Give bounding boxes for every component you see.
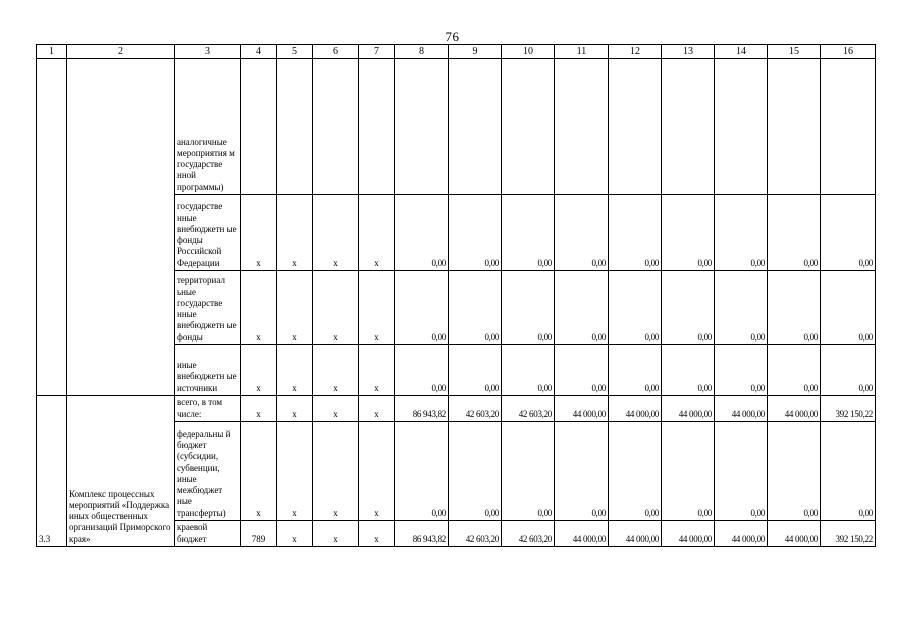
table-cell: 0,00 [768, 271, 821, 345]
table-cell: 0,00 [555, 345, 609, 396]
funding-source: краевой бюджет [175, 521, 241, 547]
table-cell: 86 943,82 [395, 396, 449, 422]
table-cell: 0,00 [449, 345, 502, 396]
column-header: 14 [715, 45, 768, 59]
table-cell: 44 000,00 [715, 521, 768, 547]
table-cell: 42 603,20 [449, 521, 502, 547]
table-cell: 0,00 [821, 345, 876, 396]
table-cell: 0,00 [768, 345, 821, 396]
table-cell: 0,00 [555, 195, 609, 271]
column-header: 10 [502, 45, 555, 59]
table-cell: x [241, 396, 277, 422]
funding-source: федеральны й бюджет (субсидии, субвенции, иные межбюджет ные трансферты) [175, 422, 241, 521]
table-cell: x [359, 396, 395, 422]
table-cell: 0,00 [821, 271, 876, 345]
column-header: 6 [313, 45, 359, 59]
table-cell: 0,00 [768, 195, 821, 271]
table-row [37, 396, 876, 422]
table-cell: 44 000,00 [662, 396, 715, 422]
table-cell: 0,00 [555, 422, 609, 521]
table-cell: x [277, 422, 313, 521]
item-code: 3.3 [37, 396, 67, 547]
table-cell: 0,00 [449, 271, 502, 345]
table-cell: x [277, 521, 313, 547]
table-cell: 0,00 [502, 345, 555, 396]
table-cell: x [277, 345, 313, 396]
table-cell: 0,00 [502, 422, 555, 521]
table-cell: 0,00 [662, 271, 715, 345]
table-cell: x [359, 345, 395, 396]
page-number: 76 [445, 29, 460, 44]
table-cell: 0,00 [821, 195, 876, 271]
table-cell: x [359, 422, 395, 521]
table-cell: 44 000,00 [555, 521, 609, 547]
table-cell: x [359, 195, 395, 271]
table-cell: 789 [241, 521, 277, 547]
table-cell: x [313, 345, 359, 396]
table-cell: 0,00 [662, 345, 715, 396]
column-header: 16 [821, 45, 876, 59]
table-cell: x [241, 345, 277, 396]
table-cell: 44 000,00 [609, 521, 662, 547]
column-header: 8 [395, 45, 449, 59]
table-cell: 44 000,00 [609, 396, 662, 422]
table-cell: 44 000,00 [768, 396, 821, 422]
table-cell: 0,00 [715, 195, 768, 271]
table-cell: 0,00 [715, 422, 768, 521]
table-cell: x [313, 521, 359, 547]
table-cell: 0,00 [609, 345, 662, 396]
table-cell: 0,00 [609, 195, 662, 271]
table-cell: x [277, 396, 313, 422]
table-cell: 86 943,82 [395, 521, 449, 547]
name-cell [67, 59, 175, 396]
column-header: 4 [241, 45, 277, 59]
table-cell: x [313, 195, 359, 271]
table-cell: x [241, 195, 277, 271]
column-header: 13 [662, 45, 715, 59]
table-cell: 0,00 [768, 422, 821, 521]
table-cell: 0,00 [502, 271, 555, 345]
column-header: 5 [277, 45, 313, 59]
column-header: 2 [67, 45, 175, 59]
funding-source: аналогичные мероприятия м государстве нной программы) [175, 59, 241, 195]
table-cell: 0,00 [662, 195, 715, 271]
table-cell: 0,00 [609, 422, 662, 521]
table-cell: 0,00 [555, 271, 609, 345]
table-cell: x [277, 271, 313, 345]
table-cell: 0,00 [662, 422, 715, 521]
table-cell: 0,00 [395, 271, 449, 345]
column-header: 15 [768, 45, 821, 59]
table-cell: 0,00 [609, 271, 662, 345]
table-cell: 0,00 [715, 345, 768, 396]
table-cell: x [359, 271, 395, 345]
column-header: 9 [449, 45, 502, 59]
funding-source: государстве нные внебюджетн ые фонды Российской Федерации [175, 195, 241, 271]
table-cell: 0,00 [395, 422, 449, 521]
item-name: Комплекс процессных мероприятий «Поддержка иных общественных организаций Приморского края» [67, 396, 175, 547]
table-cell: 392 150,22 [821, 521, 876, 547]
table-row [37, 59, 876, 195]
table-cell: x [277, 195, 313, 271]
table-cell: x [313, 422, 359, 521]
table-cell: 0,00 [449, 195, 502, 271]
table-cell: 44 000,00 [768, 521, 821, 547]
column-header: 11 [555, 45, 609, 59]
table-cell: x [359, 521, 395, 547]
code-cell [37, 59, 67, 396]
table-cell: 0,00 [821, 422, 876, 521]
table-cell: x [313, 271, 359, 345]
column-header: 7 [359, 45, 395, 59]
table-cell: x [241, 422, 277, 521]
table-cell: x [241, 271, 277, 345]
funding-source: всего, в том числе: [175, 396, 241, 422]
column-header: 1 [37, 45, 67, 59]
column-header: 12 [609, 45, 662, 59]
budget-table [36, 44, 876, 547]
funding-source: иные внебюджетн ые источники [175, 345, 241, 396]
table-cell: 42 603,20 [502, 521, 555, 547]
table-cell: 44 000,00 [555, 396, 609, 422]
table-cell: x [313, 396, 359, 422]
table-cell: 0,00 [502, 195, 555, 271]
table-cell: 42 603,20 [449, 396, 502, 422]
funding-source: территориал ьные государстве нные внебюджетн ые фонды [175, 271, 241, 345]
table-cell: 0,00 [395, 195, 449, 271]
table-cell: 42 603,20 [502, 396, 555, 422]
table-cell: 0,00 [395, 345, 449, 396]
column-header: 3 [175, 45, 241, 59]
table-cell: 0,00 [449, 422, 502, 521]
table-cell: 392 150,22 [821, 396, 876, 422]
table-cell: 44 000,00 [662, 521, 715, 547]
table-cell: 44 000,00 [715, 396, 768, 422]
header-row [37, 45, 876, 59]
table-cell: 0,00 [715, 271, 768, 345]
